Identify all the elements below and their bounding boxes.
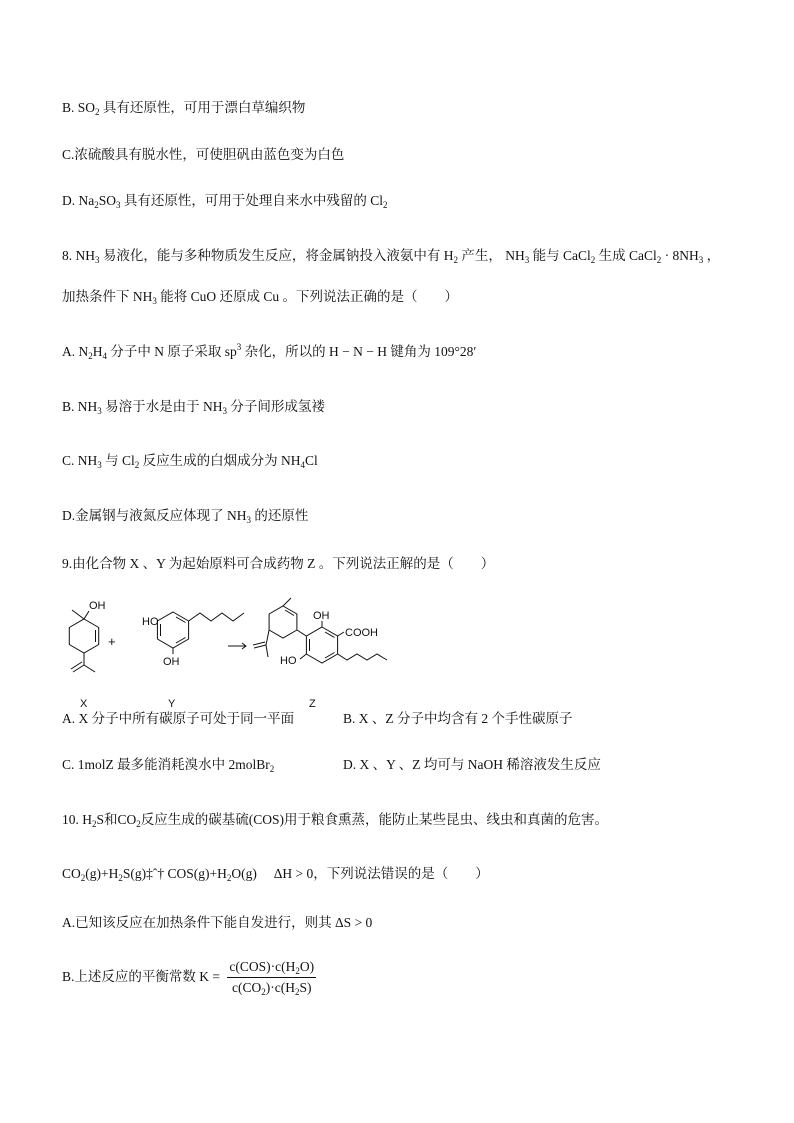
y-ho-label: HO xyxy=(142,616,159,628)
text-run: S(g)‡ˆ† COS(g)+H xyxy=(122,866,227,881)
subscript: 2 xyxy=(94,200,99,210)
text-run: C.浓硫酸具有脱水性，可使胆矾由蓝色变为白色 xyxy=(62,147,345,162)
text-run: S) xyxy=(299,980,312,996)
text-run: 反应生成的白烟成分为 NH xyxy=(139,453,301,468)
text-run: 能将 CuO 还原成 Cu 。下列说法正确的是（ ） xyxy=(156,289,459,304)
subscript: 2 xyxy=(226,873,232,883)
text-run: C. NH xyxy=(62,453,98,468)
subscript: 2 xyxy=(295,966,300,977)
text-run: O(g) ΔH > 0，下列说法错误的是（ ） xyxy=(231,866,489,881)
text-run: Cl xyxy=(305,453,318,468)
q10-option-a xyxy=(62,914,372,932)
subscript: 2 xyxy=(453,255,458,265)
z-cooh-label: COOH xyxy=(345,627,378,639)
text-run: 10. H xyxy=(62,812,92,827)
x-vinyl-double xyxy=(71,662,82,669)
subscript: 2 xyxy=(92,819,97,829)
plus-sign: + xyxy=(108,634,116,649)
text-run: 9.由化合物 X 、Y 为起始原料可合成药物 Z 。下列说法正解的是（ ） xyxy=(62,556,495,571)
text-run: 生成 CaCl xyxy=(595,248,657,263)
text-run: · 8NH xyxy=(661,248,699,263)
subscript: 2 xyxy=(118,873,123,883)
subscript: 2 xyxy=(80,873,86,883)
subscript: 3 xyxy=(97,460,102,470)
subscript: 2 xyxy=(590,255,596,265)
subscript: 3 xyxy=(97,406,102,416)
text-run: O) xyxy=(299,959,315,975)
q9-option-b xyxy=(343,710,573,728)
z-ho-label: HO xyxy=(280,655,297,667)
text-run: 与 Cl xyxy=(101,453,135,468)
text-run: c(COS)·c(H xyxy=(229,959,296,975)
x-vinyl-bond xyxy=(73,665,84,672)
text-run: SO xyxy=(98,193,117,208)
compound-z-structure xyxy=(253,598,387,710)
y-pentyl-chain xyxy=(189,613,244,621)
x-oh-bond xyxy=(84,611,89,619)
z-pentyl-chain xyxy=(338,654,387,660)
q9-reaction-scheme xyxy=(0,590,420,720)
text-run: 具有还原性，可用于处理自来水中残留的 Cl xyxy=(120,193,384,208)
x-methyl2-bond xyxy=(84,665,95,672)
z-cooh-bond xyxy=(338,632,344,636)
text-run: D.金属钢与液氮反应体现了 NH xyxy=(62,508,247,523)
subscript: 3 xyxy=(222,406,228,416)
q8-option-d xyxy=(62,507,308,525)
z-ring-link-bond xyxy=(297,630,307,636)
q8-option-b xyxy=(62,398,325,416)
subscript: 3 xyxy=(95,255,100,265)
text-run: 能与 CaCl xyxy=(529,248,591,263)
equilibrium-constant-fraction xyxy=(227,958,316,997)
z-cyclohexene-ring xyxy=(269,606,297,638)
x-oh-label: OH xyxy=(89,600,106,612)
subscript: 2 xyxy=(136,819,141,829)
text-run: 反应生成的碳基硫(COS)用于粮食熏蒸，能防止某些昆虫、线虫和真菌的危害。 xyxy=(140,812,609,827)
subscript: 2 xyxy=(261,987,266,998)
z-methyl2-bond xyxy=(266,645,268,657)
text-run: B. NH xyxy=(62,399,98,414)
q9-option-a xyxy=(62,710,294,728)
y-benzene-ring xyxy=(157,612,188,648)
q9-option-d xyxy=(343,756,601,774)
subscript: 2 xyxy=(656,255,662,265)
fraction-numerator xyxy=(227,958,316,978)
z-benzene-ring xyxy=(306,627,337,663)
subscript: 3 xyxy=(152,296,157,306)
text-run: 产生， NH xyxy=(458,248,525,263)
reaction-arrow xyxy=(228,643,246,649)
text-run: 加热条件下 NH xyxy=(62,289,153,304)
text-run: ， xyxy=(703,248,721,263)
text-run: H xyxy=(92,344,103,359)
q8-option-c xyxy=(62,452,318,470)
compound-x-structure xyxy=(69,600,105,710)
z-methyl-bond xyxy=(283,598,291,606)
subscript: 2 xyxy=(294,987,300,998)
compound-y-structure xyxy=(142,612,244,710)
text-run: S和CO xyxy=(96,812,137,827)
subscript: 3 xyxy=(524,255,530,265)
subscript: 2 xyxy=(95,107,100,117)
q8-stem-line-2 xyxy=(62,288,458,306)
text-run: c(CO xyxy=(231,980,262,996)
text-run: B.上述反应的平衡常数 K = xyxy=(62,969,220,984)
text-run: 具有还原性，可用于漂白草编织物 xyxy=(99,100,306,115)
z-ho-bond xyxy=(300,654,306,659)
z-oh-label: OH xyxy=(313,610,330,622)
text-run: 分子间形成氢褛 xyxy=(227,399,325,414)
text-run: C. 1molZ 最多能消耗溴水中 2molBr xyxy=(62,757,270,772)
q7-option-b xyxy=(62,99,305,117)
q7-option-d xyxy=(62,192,388,210)
z-label: Z xyxy=(309,698,316,710)
text-run: (g)+H xyxy=(85,866,119,881)
text-run: 的还原性 xyxy=(251,508,309,523)
text-run: CO xyxy=(62,866,81,881)
x-ring xyxy=(69,619,98,653)
q7-option-c xyxy=(62,146,344,164)
text-run: B. SO xyxy=(62,100,96,115)
subscript: 2 xyxy=(383,200,388,210)
text-run: D. X 、Y 、Z 均可与 NaOH 稀溶液发生反应 xyxy=(343,757,601,772)
superscript: 3 xyxy=(236,342,242,352)
text-run: A. X 分子中所有碳原子可处于同一平面 xyxy=(62,711,295,726)
z-ring-double-bond xyxy=(285,610,294,616)
z-isopropenyl-bond xyxy=(266,630,269,645)
subscript: 4 xyxy=(300,460,306,470)
subscript: 2 xyxy=(88,351,93,361)
text-run: A. N xyxy=(62,344,89,359)
text-run: 8. NH xyxy=(62,248,95,263)
x-label: X xyxy=(80,698,88,710)
text-run: B. X 、Z 分子中均含有 2 个手性碳原子 xyxy=(343,711,573,726)
text-run: 杂化，所以的 H − N − H 键角为 109°28′ xyxy=(241,344,477,359)
q8-option-a xyxy=(62,343,476,361)
q10-equation xyxy=(62,865,489,883)
text-run: 分子中 N 原子采取 sp xyxy=(107,344,237,359)
q8-stem-line-1 xyxy=(62,247,720,265)
subscript: 2 xyxy=(134,460,140,470)
q9-stem xyxy=(62,555,494,573)
subscript: 4 xyxy=(102,351,107,361)
text-run: 易溶于水是由于 NH xyxy=(101,399,223,414)
text-run: )·c(H xyxy=(265,980,295,996)
z-vinyl-bond xyxy=(254,645,266,648)
text-run: 易液化，能与多种物质发生反应，将金属钠投入液氨中有 H xyxy=(99,248,454,263)
z-vinyl-double xyxy=(253,642,265,645)
x-methyl-bond xyxy=(72,610,84,619)
q10-option-b xyxy=(62,957,316,997)
subscript: 2 xyxy=(269,764,275,774)
y-label: Y xyxy=(168,698,176,710)
text-run: A.已知该反应在加热条件下能自发进行，则其 ΔS > 0 xyxy=(62,915,373,930)
subscript: 3 xyxy=(246,515,251,525)
q9-option-c xyxy=(62,756,274,774)
subscript: 3 xyxy=(698,255,704,265)
q10-option-b-prefix xyxy=(62,969,220,984)
y-oh-label: OH xyxy=(163,656,180,668)
q10-stem xyxy=(62,811,608,829)
text-run: D. Na xyxy=(62,193,95,208)
fraction-denominator xyxy=(227,978,316,997)
subscript: 3 xyxy=(116,200,121,210)
